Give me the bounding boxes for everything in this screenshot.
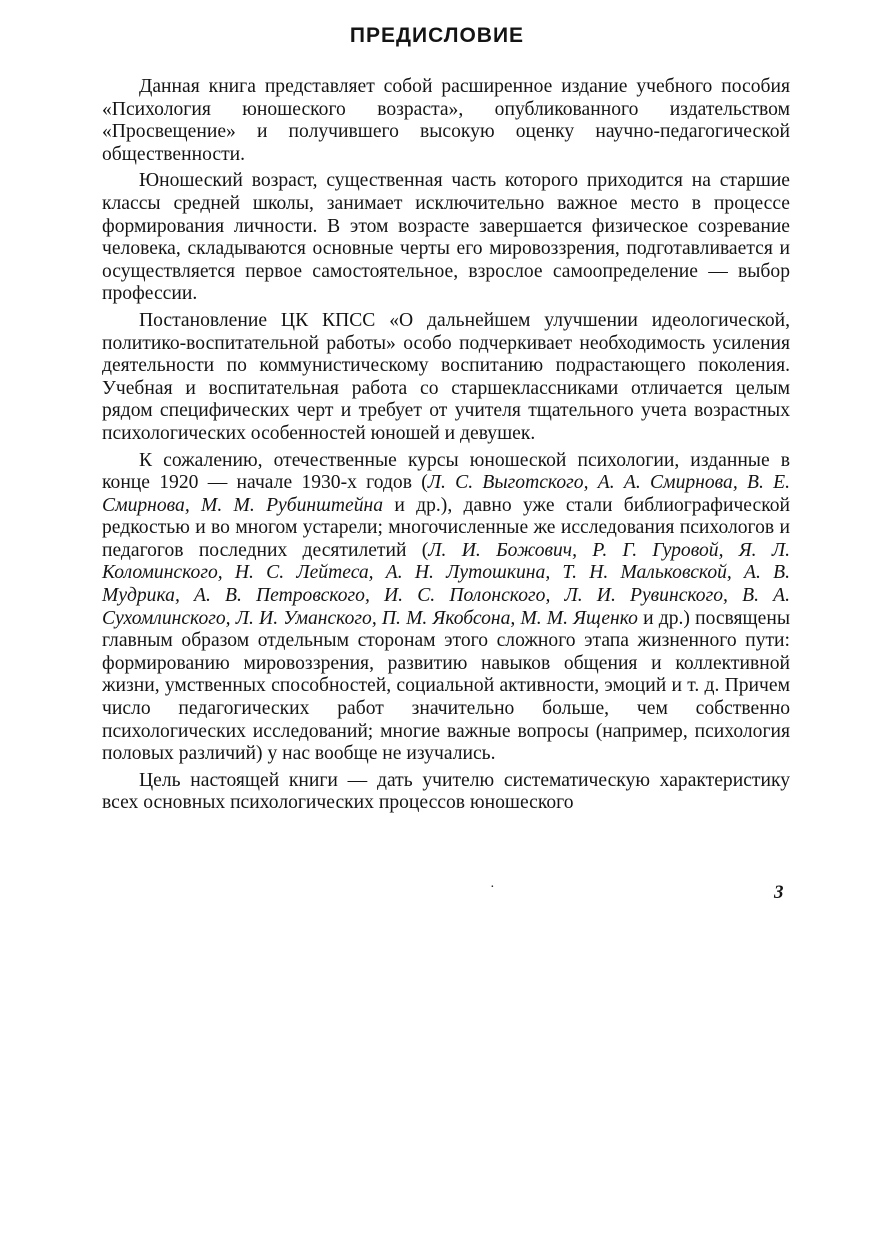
paragraph-3: Постановление ЦК КПСС «О дальнейшем улучшении идеологической, политико-воспитательной работы» особо подчеркивает необходимость усиления деятельности по коммунистическому воспитанию подрастающего поколения. Учебная и воспитательная работа со старшеклассниками отличается целым рядом специфических черт и требует от учителя тщательного учета возрастных психологических особенностей юношей и девушек.: [102, 309, 790, 444]
page-title: ПРЕДИСЛОВИЕ: [349, 24, 525, 47]
paragraph-4-part-2: и др.), давно уже стали библиографической редкостью и во многом устарели; многочисленные же исследования психологов и педагогов последних десятилетий (: [102, 494, 790, 561]
author-names-2: Л. И. Божович, Р. Г. Гуровой, Я. Л. Коломинского, Н. С. Лейтеса, А. Н. Лутошкина, Т. Н. Мальковской, А. В. Мудрика, А. В. Петровского, И. С. Полонского, Л. И. Рувинского, В. А. Сухомлинского, Л. И. Уманского, П. М. Якобсона, М. М. Ященко: [102, 539, 790, 629]
paragraph-4-part-3: и др.) посвящены главным образом отдельным сторонам этого сложного этапа жизненного пути: формированию мировоззрения, развитию навыков общения и коллективной жизни, умственных способностей, социальной активности, эмоций и т. д. Причем число педагогических работ значительно больше, чем собственно психологических исследований; многие важные вопросы (например, психология половых различий) у нас вообще не изучались.: [102, 607, 790, 765]
print-speck: ·: [490, 880, 495, 895]
paragraph-5: Цель настоящей книги — дать учителю систематическую характеристику всех основных психологических процессов юношеского: [102, 769, 790, 814]
paragraph-2: Юношеский возраст, существенная часть которого приходится на старшие классы средней школы, занимает исключительно важное место в процессе формирования личности. В этом возрасте завершается физическое созревание человека, складываются основные черты его мировоззрения, подготавливается и осуществляется первое самостоятельное, взрослое самоопределение — выбор профессии.: [102, 170, 790, 305]
paragraph-4-part-1: К сожалению, отечественные курсы юношеской психологии, изданные в конце 1920 — начале 1930-х годов (: [102, 449, 790, 494]
paragraph-1: Данная книга представляет собой расширенное издание учебного пособия «Психология юношеского возраста», опубликованного издательством «Просвещение» и получившего высокую оценку научно-педагогической общественности.: [102, 76, 790, 165]
paragraph-4: [102, 450, 790, 766]
body-text: [102, 76, 790, 815]
page-number: 3: [774, 882, 784, 903]
author-names-1: Л. С. Выготского, А. А. Смирнова, В. Е. Смирнова, М. М. Рубинштейна: [102, 472, 790, 516]
